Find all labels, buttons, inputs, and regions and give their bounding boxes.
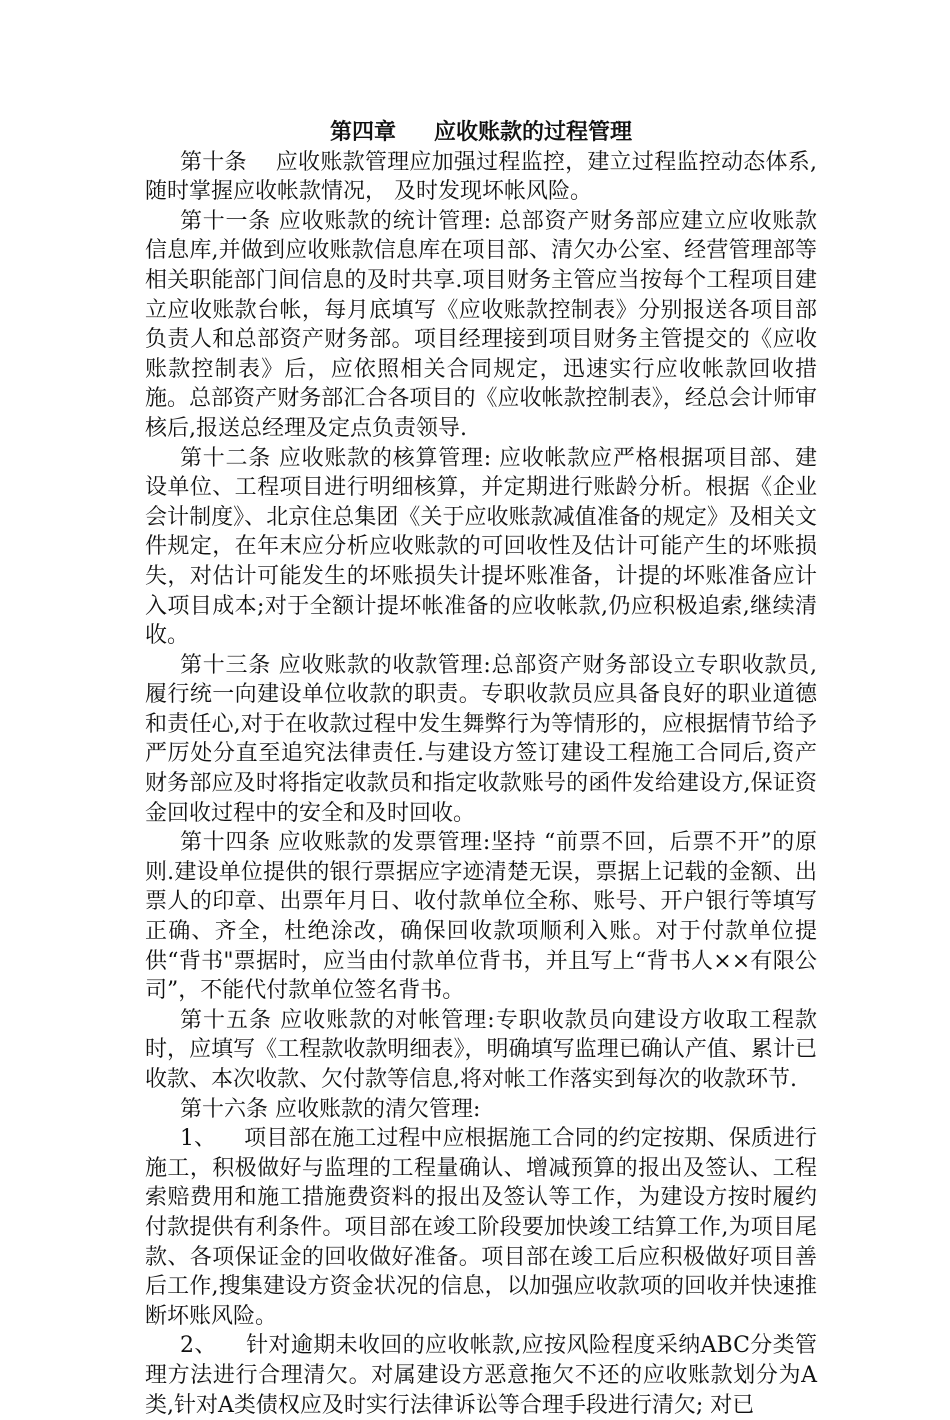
list-item-text: 针对逾期未收回的应收帐款,应按风险程度采纳ABC分类管理方法进行合理清欠。对属建设方恶意拖欠不还的应收账款划分为A类,针对A类债权应及时实行法律诉讼等合理手段进行清欠; 对已 <box>145 1333 817 1418</box>
article-text: 应收账款的统计管理: 总部资产财务部应建立应收账款信息库,并做到应收账款信息库在项目部、清欠办公室、经营管理部等相关职能部门间信息的及时共享.项目财务主管应当按每个工程项目建立应收账款台帐，每月底填写《应收账款控制表》分别报送各项目部负责人和总部资产财务部。项目经理接到项目财务主管提交的《应收账款控制表》后，应依照相关合同规定，迅速实行应收帐款回收措施。总部资产财务部汇合各项目的《应收帐款控制表》，经总会计师审核后,报送总经理及定点负责领导. <box>145 208 817 441</box>
chapter-name: 应收账款的过程管理 <box>434 119 633 145</box>
chapter-number: 第四章 <box>329 119 396 145</box>
list-item-text: 项目部在施工过程中应根据施工合同的约定按期、保质进行施工，积极做好与监理的工程量确认、增减预算的报出及签认、工程索赔费用和施工措施费资料的报出及签认等工作，为建设方按时履约付款提供有利条件。项目部在竣工阶段要加快竣工结算工作,为项目尾款、各项保证金的回收做好准备。项目部在竣工后应积极做好项目善后工作,搜集建设方资金状况的信息，以加强应收款项的回收并快速推断坏账风险。 <box>145 1126 817 1329</box>
document-page <box>145 118 817 1420</box>
article-label: 第十二条 <box>180 445 279 471</box>
article-12 <box>145 444 817 651</box>
article-14 <box>145 828 817 1006</box>
article-text: 应收账款的收款管理:总部资产财务部设立专职收款员,履行统一向建设单位收款的职责。专职收款员应具备良好的职业道德和责任心,对于在收款过程中发生舞弊行为等情形的，应根据情节给予严厉处分直至追究法律责任.与建设方签订建设工程施工合同后,资产财务部应及时将指定收款员和指定收款账号的函件发给建设方,保证资金回收过程中的安全和及时回收。 <box>145 652 817 826</box>
list-item-number: 1、 <box>180 1126 245 1152</box>
list-item-2 <box>145 1331 817 1420</box>
article-16 <box>145 1095 817 1125</box>
chapter-title <box>145 118 817 148</box>
list-item-number: 2、 <box>180 1333 247 1359</box>
article-10 <box>145 148 817 207</box>
article-text: 应收账款的核算管理: 应收帐款应严格根据项目部、建设单位、工程项目进行明细核算，并定期进行账龄分析。根据《企业会计制度》、北京住总集团《关于应收账款减值准备的规定》及相关文件规定，在年末应分析应收账款的可回收性及估计可能产生的坏账损失，对估计可能发生的坏账损失计提坏账准备，计提的坏账准备应计入项目成本;对于全额计提坏帐准备的应收帐款,仍应积极追索,继续清收。 <box>145 445 817 649</box>
article-label: 第十六条 <box>180 1096 275 1122</box>
article-15 <box>145 1006 817 1095</box>
article-label: 第十条 <box>180 149 276 175</box>
article-11 <box>145 207 817 444</box>
article-label: 第十三条 <box>180 652 279 678</box>
article-text: 应收账款管理应加强过程监控，建立过程监控动态体系,随时掌握应收帐款情况， 及时发现坏帐风险。 <box>145 149 817 205</box>
article-text: 应收账款的清欠管理: <box>275 1096 481 1122</box>
article-text: 应收账款的发票管理:坚持 “前票不回，后票不开”的原则.建设单位提供的银行票据应字迹清楚无误，票据上记载的金额、出票人的印章、出票年月日、收付款单位全称、账号、开户银行等填写正确、齐全，杜绝涂改，确保回收款项顺利入账。对于付款单位提供“背书"票据时，应当由付款单位背书，并且写上“背书人××有限公司”，不能代付款单位签名背书。 <box>145 830 817 1004</box>
article-13 <box>145 651 817 829</box>
article-text: 应收账款的对帐管理:专职收款员向建设方收取工程款时，应填写《工程款收款明细表》，明确填写监理已确认产值、累计已收款、本次收款、欠付款等信息,将对帐工作落实到每次的收款环节. <box>145 1007 817 1092</box>
article-label: 第十一条 <box>180 208 279 234</box>
article-label: 第十五条 <box>180 1007 281 1033</box>
list-item-1 <box>145 1124 817 1331</box>
article-label: 第十四条 <box>180 830 279 856</box>
